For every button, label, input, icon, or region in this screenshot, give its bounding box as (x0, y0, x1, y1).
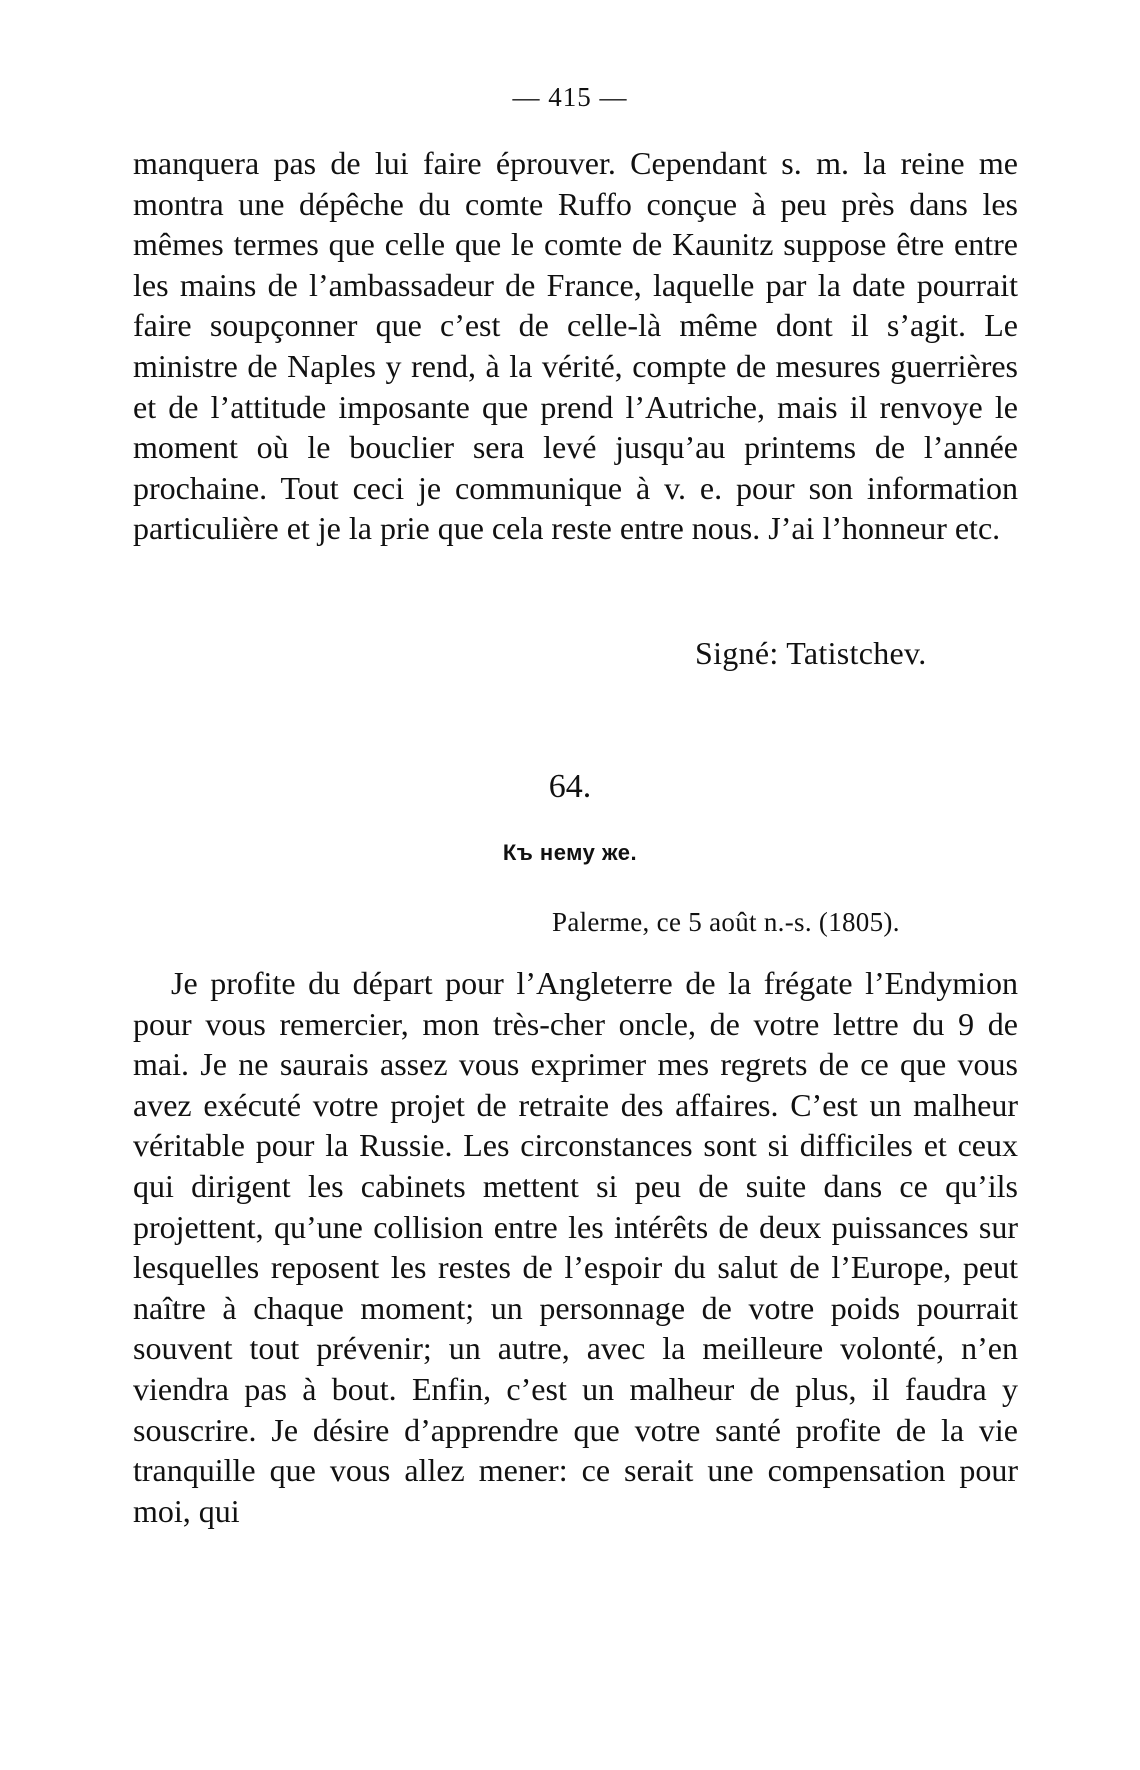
letter-address: Къ нему же. (502, 840, 638, 865)
signature-line: Signé: Tatistchev. (695, 635, 927, 671)
page-number: — 415 — (512, 82, 628, 112)
letter-body-paragraph: Je profite du départ pour l’Angleterre de la frégate l’Endymion pour vous remercier, mon très-cher oncle, de votre lettre du 9 de mai. Je ne saurais assez vous exprimer mes regrets de ce que vous avez exécuté votre projet de retraite des affaires. C’est un malheur véritable pour la Russie. Les circonstances sont si difficiles et ceux qui dirigent les cabinets mettent si peu de suite dans ce qu’ils projettent, qu’une collision entre les intérêts de deux puissances sur lesquelles reposent les restes de l’espoir du salut de l’Europe, peut naître à chaque moment; un personnage de votre poids pourrait souvent tout prévenir; un autre, avec la meilleure volonté, n’en viendra pas à bout. Enfin, c’est un malheur de plus, il faudra y souscrire. Je désire d’apprendre que votre santé profite de la vie tranquille que vous allez mener: ce serait une compensation pour moi, qui (133, 965, 1018, 1529)
document-number: 64. (548, 768, 592, 805)
letter-place-date: Palerme, ce 5 août n.-s. (1805). (552, 907, 900, 937)
continued-letter-paragraph: manquera pas de lui faire éprouver. Cependant s. m. la reine me montra une dépêche du comte Ruffo conçue à peu près dans les mêmes termes que celle que le comte de Kaunitz suppose être entre les mains de l’ambassadeur de France, laquelle par la date pourrait faire soupçonner que c’est de celle-là même dont il s’agit. Le ministre de Naples y rend, à la vérité, compte de mesures guerrières et de l’attitude imposante que prend l’Autriche, mais il renvoye le moment où le bouclier sera levé jusqu’au printems de l’année prochaine. Tout ceci je communique à v. e. pour son information particulière et je la prie que cela reste entre nous. J’ai l’honneur etc. (133, 145, 1018, 547)
